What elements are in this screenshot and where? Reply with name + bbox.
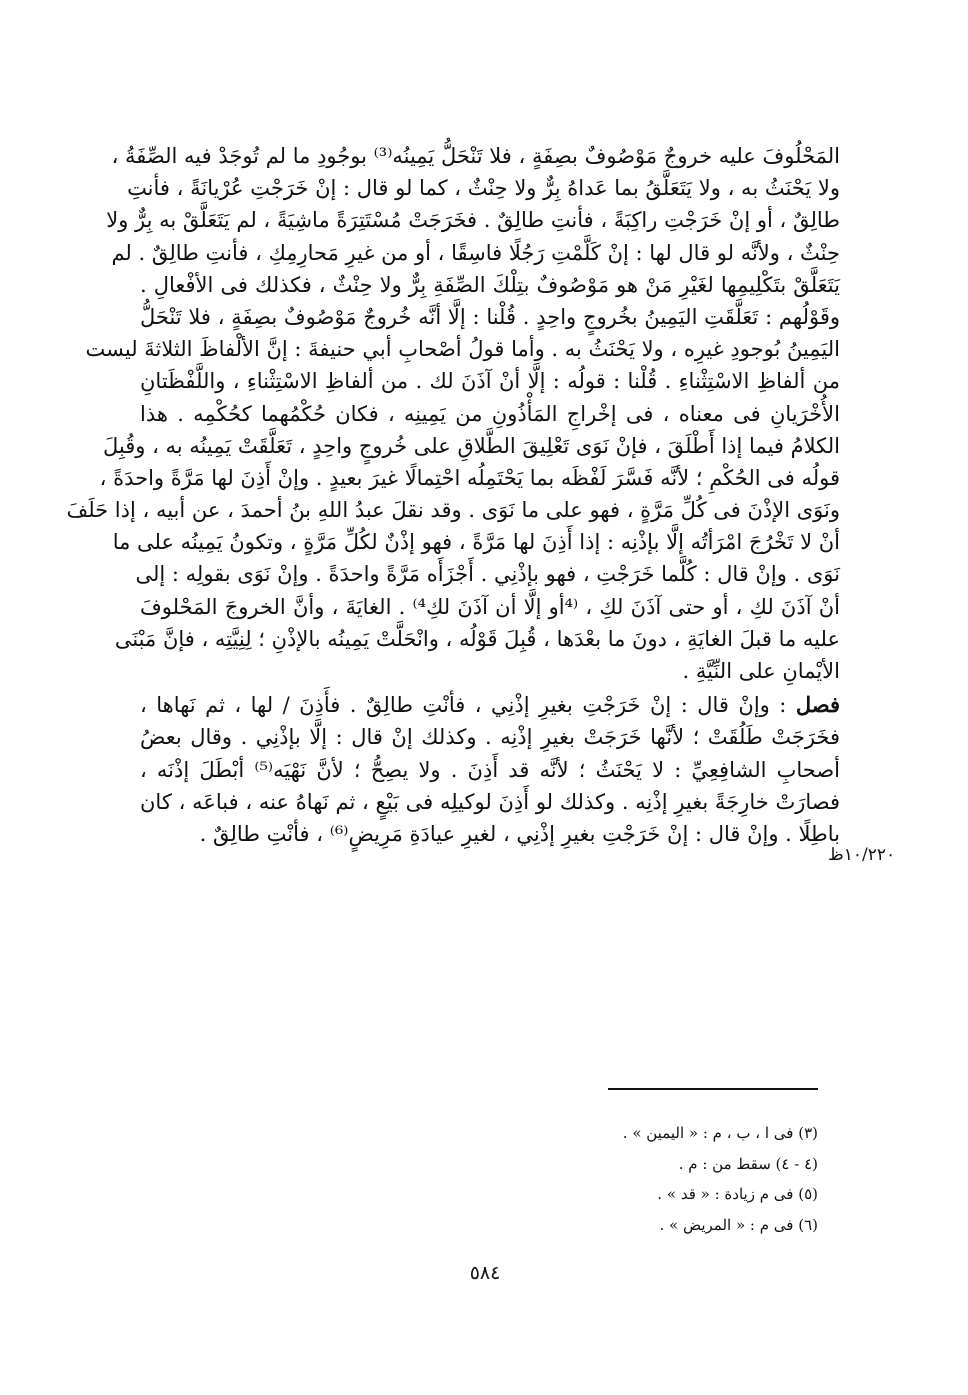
- text-line: عليه ما قبلَ الغايَةِ ، دونَ ما بعْدَها ، قُبِلَ قَوْلُه ، وانْحَلَّتْ يَمِينُه بالإذْنِ ؛ لِنِيَّتِه ، فإنَّ مَبْنَى: [114, 626, 840, 651]
- text-line: وقَوْلُهم : تَعَلَّقَتِ اليَمِينُ بخُروجٍ واحِدٍ . قُلْنا : إلَّا أنَّه خُروجٌ مَوْصُوفٌ بصِفَةٍ ، فلا تَنْحَلُّ: [140, 304, 840, 329]
- margin-reference: ١٠/٢٢٠ظ: [828, 845, 896, 865]
- text-line: يَتَعَلَّقْ بتَكْلِيمِها لغَيْرِ مَنْ هو مَوْصُوفٌ بتِلْكَ الصِّفَةِ بِرٌّ ولا حِنْثٌ ، فكذلك فى الأفْعالِ .: [140, 272, 840, 297]
- text-line: ولا يَحْنَثُ به ، ولا يَتَعَلَّقُ بما عَداهُ بِرٌّ ولا حِنْثٌ ، كما لو قال : إنْ خَرَجْتِ عُرْيانَةً ، فأنتِ: [127, 176, 840, 201]
- footnote: (٥) فى م زيادة : « قد » .: [657, 1185, 818, 1203]
- text-line: نَوَى . وإنْ قال : كُلَّما خَرَجْتِ ، فهو بإذْنِي . أَجْزَأَه مَرَّةً واحدَةً . وإنْ نَوَى بقولِه : إلى: [135, 562, 840, 587]
- text-line: أصحابِ الشافِعِيِّ : لا يَحْنَثُ ؛ لأنَّه قد أَذِنَ . ولا يصِحُّ ؛ لأنَّ نَهْيَه⁽⁵⁾ أبْطَلَ إذْنَه ،: [140, 757, 840, 782]
- fasl-heading: فصل: [795, 692, 840, 718]
- text-line: حِنْثٌ ، ولأنَّه لو قال لها : إنْ كَلَّمْتِ رَجُلًا فاسِقًا ، أو من غيرِ مَحارِمِكِ ، فأنتِ طالِقٌ . لم: [111, 240, 840, 265]
- text-line: باطِلًا . وإنْ قال : إنْ خَرَجْتِ بغيرِ إذْنِي ، لغيرِ عيادَةِ مَرِيضٍ⁽⁶⁾ ، فأنْتِ طالِقٌ .: [199, 821, 840, 846]
- text-line: الأيْمانِ على النِّيَّةِ .: [682, 659, 840, 683]
- fasl-line-text: : وإنْ قال : إنْ خَرَجْتِ بغيرِ إذْنِي ، فأنْتِ طالِقٌ . فأَذِنَ / لها ، ثم نَهاها ،: [140, 693, 787, 718]
- footnote: (٦) فى م : « المريض » .: [659, 1215, 818, 1234]
- footnotes: [500, 1118, 818, 1240]
- text-line: أنْ لا تَخْرُجَ امْرَأتُه إلَّا بإذْنِه : إذا أَذِنَ لها مَرَّةً ، فهو إذْنٌ لكُلِّ مَرَّةٍ ، وتكونُ يَمِينُه على ما: [112, 530, 840, 555]
- text-line: اليَمِينُ بُوجودِ غيرِه ، ولا يَحْنَثُ به . وأما قولُ أصْحابِ أبي حنيفةَ : إنَّ الألْفاظَ الثلاثةَ ليست: [85, 337, 840, 362]
- main-text: [66, 140, 840, 850]
- page-number: ٥٨٤: [469, 1262, 501, 1284]
- text-line: من ألفاظِ الاسْتِثْناءِ . قُلْنا : قولُه : إلَّا أنْ آذَنَ لك . من ألفاظِ الاسْتِثْناءِ ، واللَّفْظَتانِ: [140, 369, 840, 394]
- text-line: فخَرَجَتْ طَلُقَتْ ؛ لأنَّها خَرَجَتْ بغيرِ إذْنِه . وكذلك إنْ قال : إلَّا بإذْنِي . وقال بعضُ: [140, 725, 840, 750]
- text-line: الأُخْرَيانِ فى معناه ، فى إخْراجِ المَأْذُونِ من يَمِينِه ، فكان حُكْمُهما كحُكْمِه . هذا: [140, 401, 840, 426]
- text-line: قولُه فى الحُكْمِ ؛ لأنَّه فَسَّرَ لَفْظَه بما يَحْتَمِلُه احْتِمالًا غيرَ بعيدٍ . وإنْ أَذِنَ لها مَرَّةً واحدَةً ،: [99, 465, 840, 490]
- footnote-divider: [608, 1088, 818, 1090]
- text-line: المَحْلُوفَ عليه خروجٌ مَوْصُوفٌ بصِفَةٍ ، فلا تَنْحَلُّ يَمِينُه⁽³⁾ بوجُودِ ما لم تُوجَدْ فيه الصِّفَةُ ،: [111, 144, 840, 168]
- text-line: فصارَتْ خارِجَةً بغيرِ إذْنِه . وكذلك لو أَذِنَ لوكيلِه فى بَيْعٍ ، ثم نَهاهُ عنه ، فباعَه ، كان: [140, 789, 840, 814]
- text-line: طالِقٌ ، أو إنْ خَرَجْتِ راكِبَةً ، فأنتِ طالِقٌ . فخَرَجَتْ مُسْتَتِرَةً ماشِيَةً ، لم يَتَعَلَّقْ به بِرٌّ ولا: [106, 208, 840, 233]
- text-line: أنْ آذَنَ لكِ ، أو حتى آذَنَ لكِ ، ⁽⁴أو إلَّا أن آذَنَ لكِ⁴⁾ . الغايَةَ ، وأنَّ الخروجَ المَحْلوفَ: [140, 594, 840, 619]
- text-line: ونَوَى الإذْنَ فى كُلِّ مَرَّةٍ ، فهو على ما نَوَى . وقد نقلَ عبدُ اللهِ بنُ أحمدَ ، عن أبيه ، إذا حَلَفَ: [66, 498, 840, 523]
- text-line: الكلامُ فيما إذا أَطْلَقَ ، فإنْ نَوَى تَعْلِيقَ الطَّلاقِ على خُروجٍ واحِدٍ ، تَعَلَّقَتْ يَمِينُه به ، وقُبِلَ: [102, 433, 840, 458]
- fasl-first-line: [140, 689, 840, 721]
- footnote: (٤ - ٤) سقط من : م .: [678, 1154, 818, 1173]
- footnote: (٣) فى ا ، ب ، م : « اليمين » .: [622, 1124, 818, 1142]
